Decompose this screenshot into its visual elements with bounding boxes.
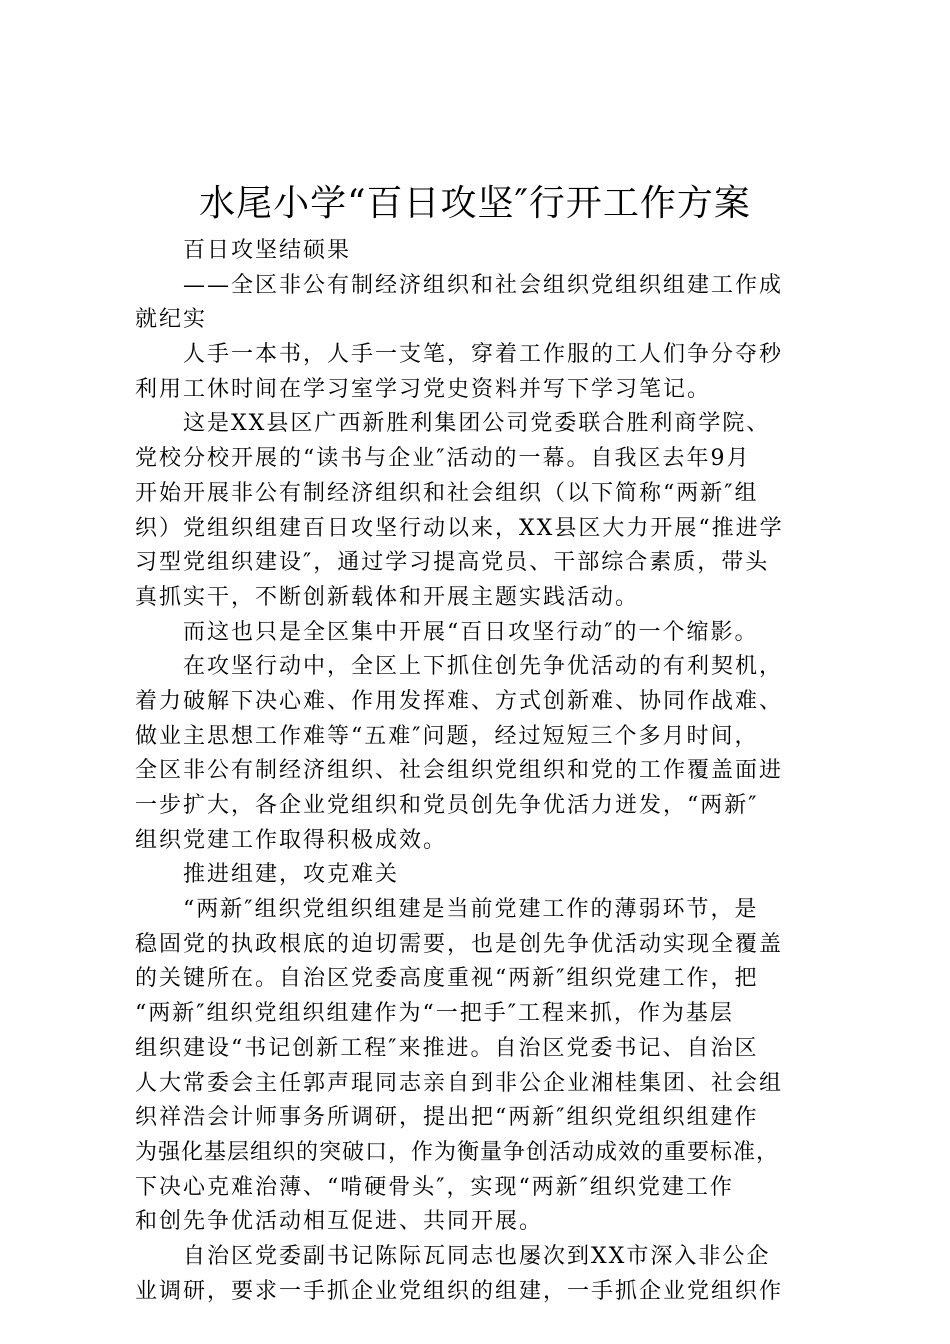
paragraph-line: 开始开展非公有制经济组织和社会组织（以下简称“两新″组 bbox=[135, 480, 759, 506]
paragraph-line: 在攻坚行动中，全区上下抓住创先争优活动的有利契机， bbox=[183, 654, 784, 680]
paragraph-line: 和创先争优活动相互促进、共同开展。 bbox=[135, 1209, 544, 1235]
paragraph-line: 这是XX县区广西新胜利集团公司党委联合胜利商学院、 bbox=[183, 411, 771, 437]
paragraph-line: 做业主思想工作难等“五难″问题，经过短短三个多月时间， bbox=[135, 723, 759, 749]
paragraph-line: 业调研，要求一手抓企业党组织的组建，一手抓企业党组织作 bbox=[135, 1278, 784, 1304]
document-title: 水尾小学“百日攻坚″行开工作方案 bbox=[199, 183, 751, 224]
subtitle-line: ——全区非公有制经济组织和社会组织党组织组建工作成 bbox=[183, 272, 784, 298]
paragraph-line: “两新″组织党组织组建作为“一把手″工程来抓，作为基层 bbox=[135, 1001, 734, 1027]
paragraph-line: 人手一本书，人手一支笔，穿着工作服的工人们争分夺秒 bbox=[183, 342, 784, 368]
paragraph-line: 组织建设“书记创新工程″来推进。自治区党委书记、自治区 bbox=[135, 1035, 759, 1061]
paragraph-line: 一步扩大，各企业党组织和党员创先争优活力迸发，“两新″ bbox=[135, 793, 759, 818]
paragraph-line: 真抓实干，不断创新载体和开展主题实践活动。 bbox=[135, 584, 640, 610]
paragraph-line: 的关键所在。自治区党委高度重视“两新″组织党建工作，把 bbox=[135, 966, 759, 992]
paragraph-line: “两新″组织党组织组建是当前党建工作的薄弱环节，是 bbox=[183, 897, 759, 923]
paragraph-line: 织祥浩会计师事务所调研，提出把“两新″组织党组织组建作 bbox=[135, 1105, 759, 1131]
paragraph-line: 全区非公有制经济组织、社会组织党组织和党的工作覆盖面进 bbox=[135, 758, 784, 784]
paragraph-line: 织）党组织组建百日攻坚行动以来，XX县区大力开展“推进学 bbox=[135, 515, 784, 541]
paragraph-line: 着力破解下决心难、作用发挥难、方式创新难、协同作战难、 bbox=[135, 688, 784, 714]
paragraph-line: 人大常委会主任郭声琨同志亲自到非公企业湘桂集团、社会组 bbox=[135, 1070, 784, 1096]
paragraph-line: 习型党组织建设″，通过学习提高党员、干部综合素质，带头 bbox=[135, 550, 770, 576]
paragraph-line: 利用工休时间在学习室学习党史资料并写下学习笔记。 bbox=[135, 376, 712, 402]
subtitle-line: 就纪实 bbox=[135, 307, 208, 333]
paragraph-line: 下决心克难治薄、“啃硬骨头″，实现“两新″组织党建工作 bbox=[135, 1174, 734, 1200]
section-heading: 百日攻坚结硕果 bbox=[183, 238, 352, 263]
paragraph-line: 组织党建工作取得积极成效。 bbox=[135, 827, 448, 853]
section-heading: 推进组建，攻克难关 bbox=[183, 862, 400, 888]
paragraph-line: 党校分校开展的“读书与企业″活动的一幕。自我区去年9月 bbox=[135, 446, 751, 472]
paragraph-line: 为强化基层组织的突破口，作为衡量争创活动成效的重要标准， bbox=[135, 1139, 780, 1165]
paragraph-line: 稳固党的执政根底的迫切需要，也是创先争优活动实现全覆盖 bbox=[135, 931, 784, 957]
paragraph-line: 而这也只是全区集中开展“百日攻坚行动″的一个缩影。 bbox=[183, 619, 759, 645]
document-body bbox=[135, 234, 825, 1309]
paragraph-line: 自治区党委副书记陈际瓦同志也屡次到XX市深入非公企 bbox=[183, 1243, 771, 1269]
